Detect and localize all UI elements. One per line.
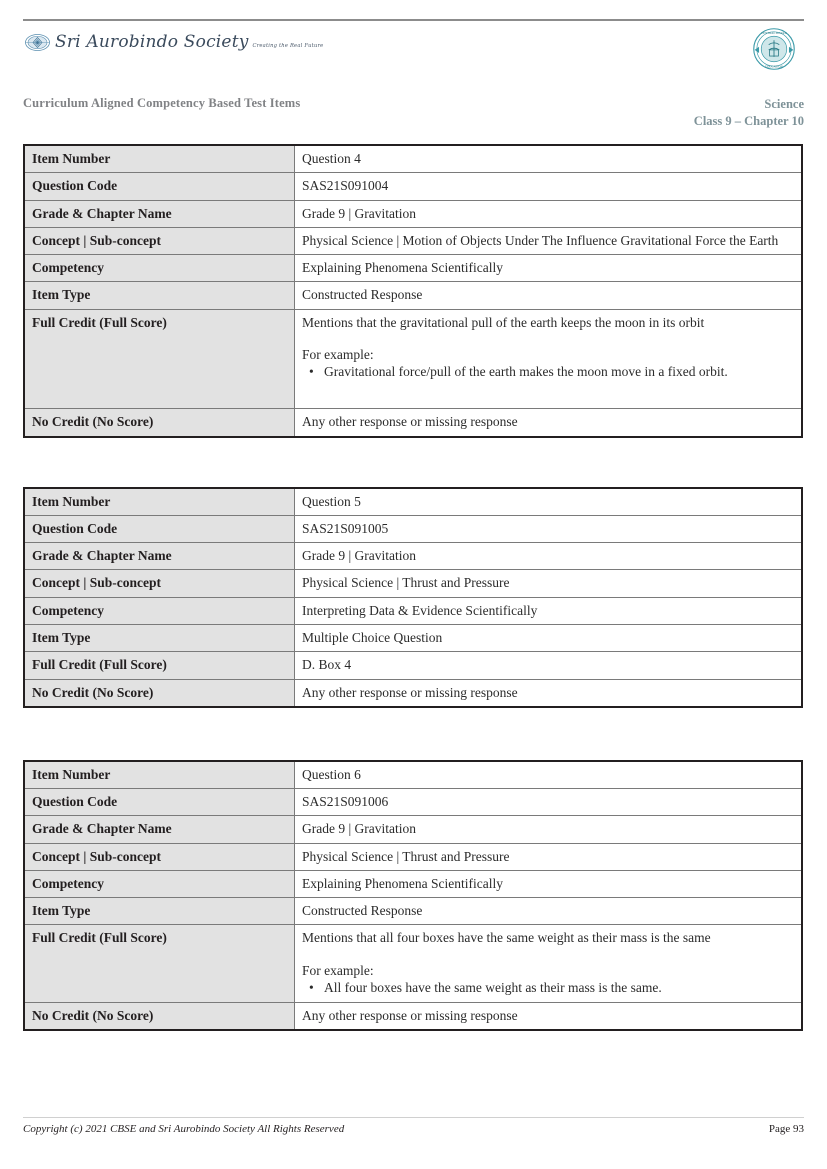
row-value: [295, 200, 803, 227]
row-value-text: Question 4: [302, 151, 361, 166]
item-table-question-6: [23, 760, 804, 1032]
society-wordmark: [55, 34, 323, 51]
row-label: Item Type: [24, 624, 295, 651]
row-label: Competency: [24, 255, 295, 282]
example-label: For example:: [302, 346, 374, 362]
row-label: Question Code: [24, 173, 295, 200]
row-value: [295, 488, 803, 516]
row-value-text: Grade 9 | Gravitation: [302, 548, 417, 564]
row-label: Full Credit (Full Score): [24, 652, 295, 679]
row-label: No Credit (No Score): [24, 679, 295, 707]
table-row: [24, 816, 802, 843]
row-value: [295, 515, 803, 542]
row-label: Concept | Sub-concept: [24, 843, 295, 870]
table-row: [24, 652, 802, 679]
row-value-text: D. Box 4: [302, 657, 352, 673]
row-label: Question Code: [24, 515, 295, 542]
table-row: [24, 761, 802, 789]
row-label: Question Code: [24, 789, 295, 816]
table-row: [24, 870, 802, 897]
table-row: [24, 200, 802, 227]
row-value-text: Any other response or missing response: [302, 414, 518, 430]
sri-aurobindo-society-logo: [25, 30, 323, 55]
society-name: Sri Aurobindo Society: [55, 32, 249, 52]
row-value-text: Mentions that all four boxes have the same weight as their mass is the same: [302, 930, 711, 946]
header-divider: [23, 19, 804, 21]
svg-text:EDUCATION: EDUCATION: [765, 64, 783, 69]
row-value-text: SAS21S091005: [302, 520, 389, 536]
table-row: [24, 597, 802, 624]
society-tagline: Creating the Real Future: [252, 43, 324, 49]
item-table-question-4: [23, 144, 804, 438]
row-value-text: Multiple Choice Question: [302, 629, 443, 645]
row-value: [295, 597, 803, 624]
item-table-question-5: [23, 487, 804, 708]
row-value: [295, 255, 803, 282]
row-value: [295, 1003, 803, 1031]
row-label: Grade & Chapter Name: [24, 816, 295, 843]
table-row: [24, 145, 802, 173]
row-value-text: Explaining Phenomena Scientifically: [302, 260, 503, 276]
table-row: [24, 679, 802, 707]
row-value-text: Grade 9 | Gravitation: [302, 205, 417, 221]
table-row: [24, 255, 802, 282]
row-label: Concept | Sub-concept: [24, 570, 295, 597]
row-value: [295, 870, 803, 897]
row-value-text: Physical Science | Thrust and Pressure: [302, 575, 510, 591]
row-value-text: Grade 9 | Gravitation: [302, 821, 417, 837]
table-row: [24, 309, 802, 409]
row-value: [295, 816, 803, 843]
example-list-item: • Gravitational force/pull of the earth makes the moon move in a fixed orbit.: [324, 363, 794, 380]
row-value-text: Constructed Response: [302, 287, 423, 303]
row-value: [295, 309, 803, 409]
example-list-item: • All four boxes have the same weight as their mass is the same.: [324, 979, 794, 996]
row-label: Item Number: [24, 145, 295, 173]
row-value-text: Interpreting Data & Evidence Scientifically: [302, 602, 538, 618]
row-value: [295, 173, 803, 200]
example-label: For example:: [302, 962, 374, 978]
row-label: Grade & Chapter Name: [24, 543, 295, 570]
row-label: Item Type: [24, 898, 295, 925]
example-list: [302, 363, 794, 380]
table-row: [24, 925, 802, 1003]
table-row: [24, 1003, 802, 1031]
row-value: [295, 282, 803, 309]
row-value-text: Constructed Response: [302, 903, 423, 919]
item-table: [23, 487, 803, 708]
row-value: [295, 679, 803, 707]
row-label: Competency: [24, 870, 295, 897]
row-value-text: Physical Science | Thrust and Pressure: [302, 848, 510, 864]
row-value-text: Physical Science | Motion of Objects Under The Influence Gravitational Force the Earth: [302, 232, 779, 248]
table-row: [24, 488, 802, 516]
row-label: Competency: [24, 597, 295, 624]
row-value: [295, 543, 803, 570]
row-value: [295, 843, 803, 870]
subject-class-info: [694, 96, 804, 130]
row-label: Item Number: [24, 488, 295, 516]
table-row: [24, 515, 802, 542]
row-value: [295, 925, 803, 1003]
row-value-text: SAS21S091004: [302, 178, 389, 194]
item-table: [23, 144, 803, 438]
subject-label: Science: [764, 97, 804, 111]
row-label: Item Number: [24, 761, 295, 789]
table-row: [24, 543, 802, 570]
table-row: [24, 898, 802, 925]
table-row: [24, 570, 802, 597]
row-value: [295, 227, 803, 254]
row-value: [295, 761, 803, 789]
cbse-emblem-icon: [752, 27, 796, 71]
row-label: Full Credit (Full Score): [24, 309, 295, 409]
table-row: [24, 789, 802, 816]
subheader: [23, 96, 804, 138]
row-value: [295, 624, 803, 651]
table-row: [24, 409, 802, 437]
example-list: [302, 979, 794, 996]
page-number: Page 93: [768, 1123, 804, 1135]
row-value: [295, 898, 803, 925]
row-value: [295, 409, 803, 437]
item-table: [23, 760, 803, 1032]
row-value-text: Any other response or missing response: [302, 1008, 518, 1024]
table-row: [24, 282, 802, 309]
document-title: Curriculum Aligned Competency Based Test Items: [23, 96, 301, 110]
row-value-text: Question 6: [302, 766, 361, 782]
table-row: [24, 843, 802, 870]
page-footer: [23, 1117, 804, 1137]
table-row: [24, 227, 802, 254]
row-value-text: Any other response or missing response: [302, 684, 518, 700]
row-value-text: Mentions that the gravitational pull of the earth keeps the moon in its orbit: [302, 314, 705, 330]
page-header: [23, 0, 804, 68]
row-value: [295, 789, 803, 816]
row-value-text: Question 5: [302, 493, 361, 509]
table-row: [24, 173, 802, 200]
row-value: [295, 652, 803, 679]
row-label: No Credit (No Score): [24, 409, 295, 437]
row-label: No Credit (No Score): [24, 1003, 295, 1031]
row-label: Item Type: [24, 282, 295, 309]
row-label: Grade & Chapter Name: [24, 200, 295, 227]
row-value-text: SAS21S091006: [302, 794, 389, 810]
row-value-text: Explaining Phenomena Scientifically: [302, 875, 503, 891]
row-value: [295, 145, 803, 173]
footer-divider: [23, 1117, 804, 1118]
copyright-notice: Copyright (c) 2021 CBSE and Sri Aurobindo Society All Rights Reserved: [23, 1123, 345, 1135]
row-label: Full Credit (Full Score): [24, 925, 295, 1003]
society-emblem-icon: [25, 30, 50, 55]
row-label: Concept | Sub-concept: [24, 227, 295, 254]
svg-text:CENTRAL BOARD: CENTRAL BOARD: [761, 31, 787, 36]
row-value: [295, 570, 803, 597]
class-chapter-label: Class 9 – Chapter 10: [693, 113, 804, 128]
table-row: [24, 624, 802, 651]
